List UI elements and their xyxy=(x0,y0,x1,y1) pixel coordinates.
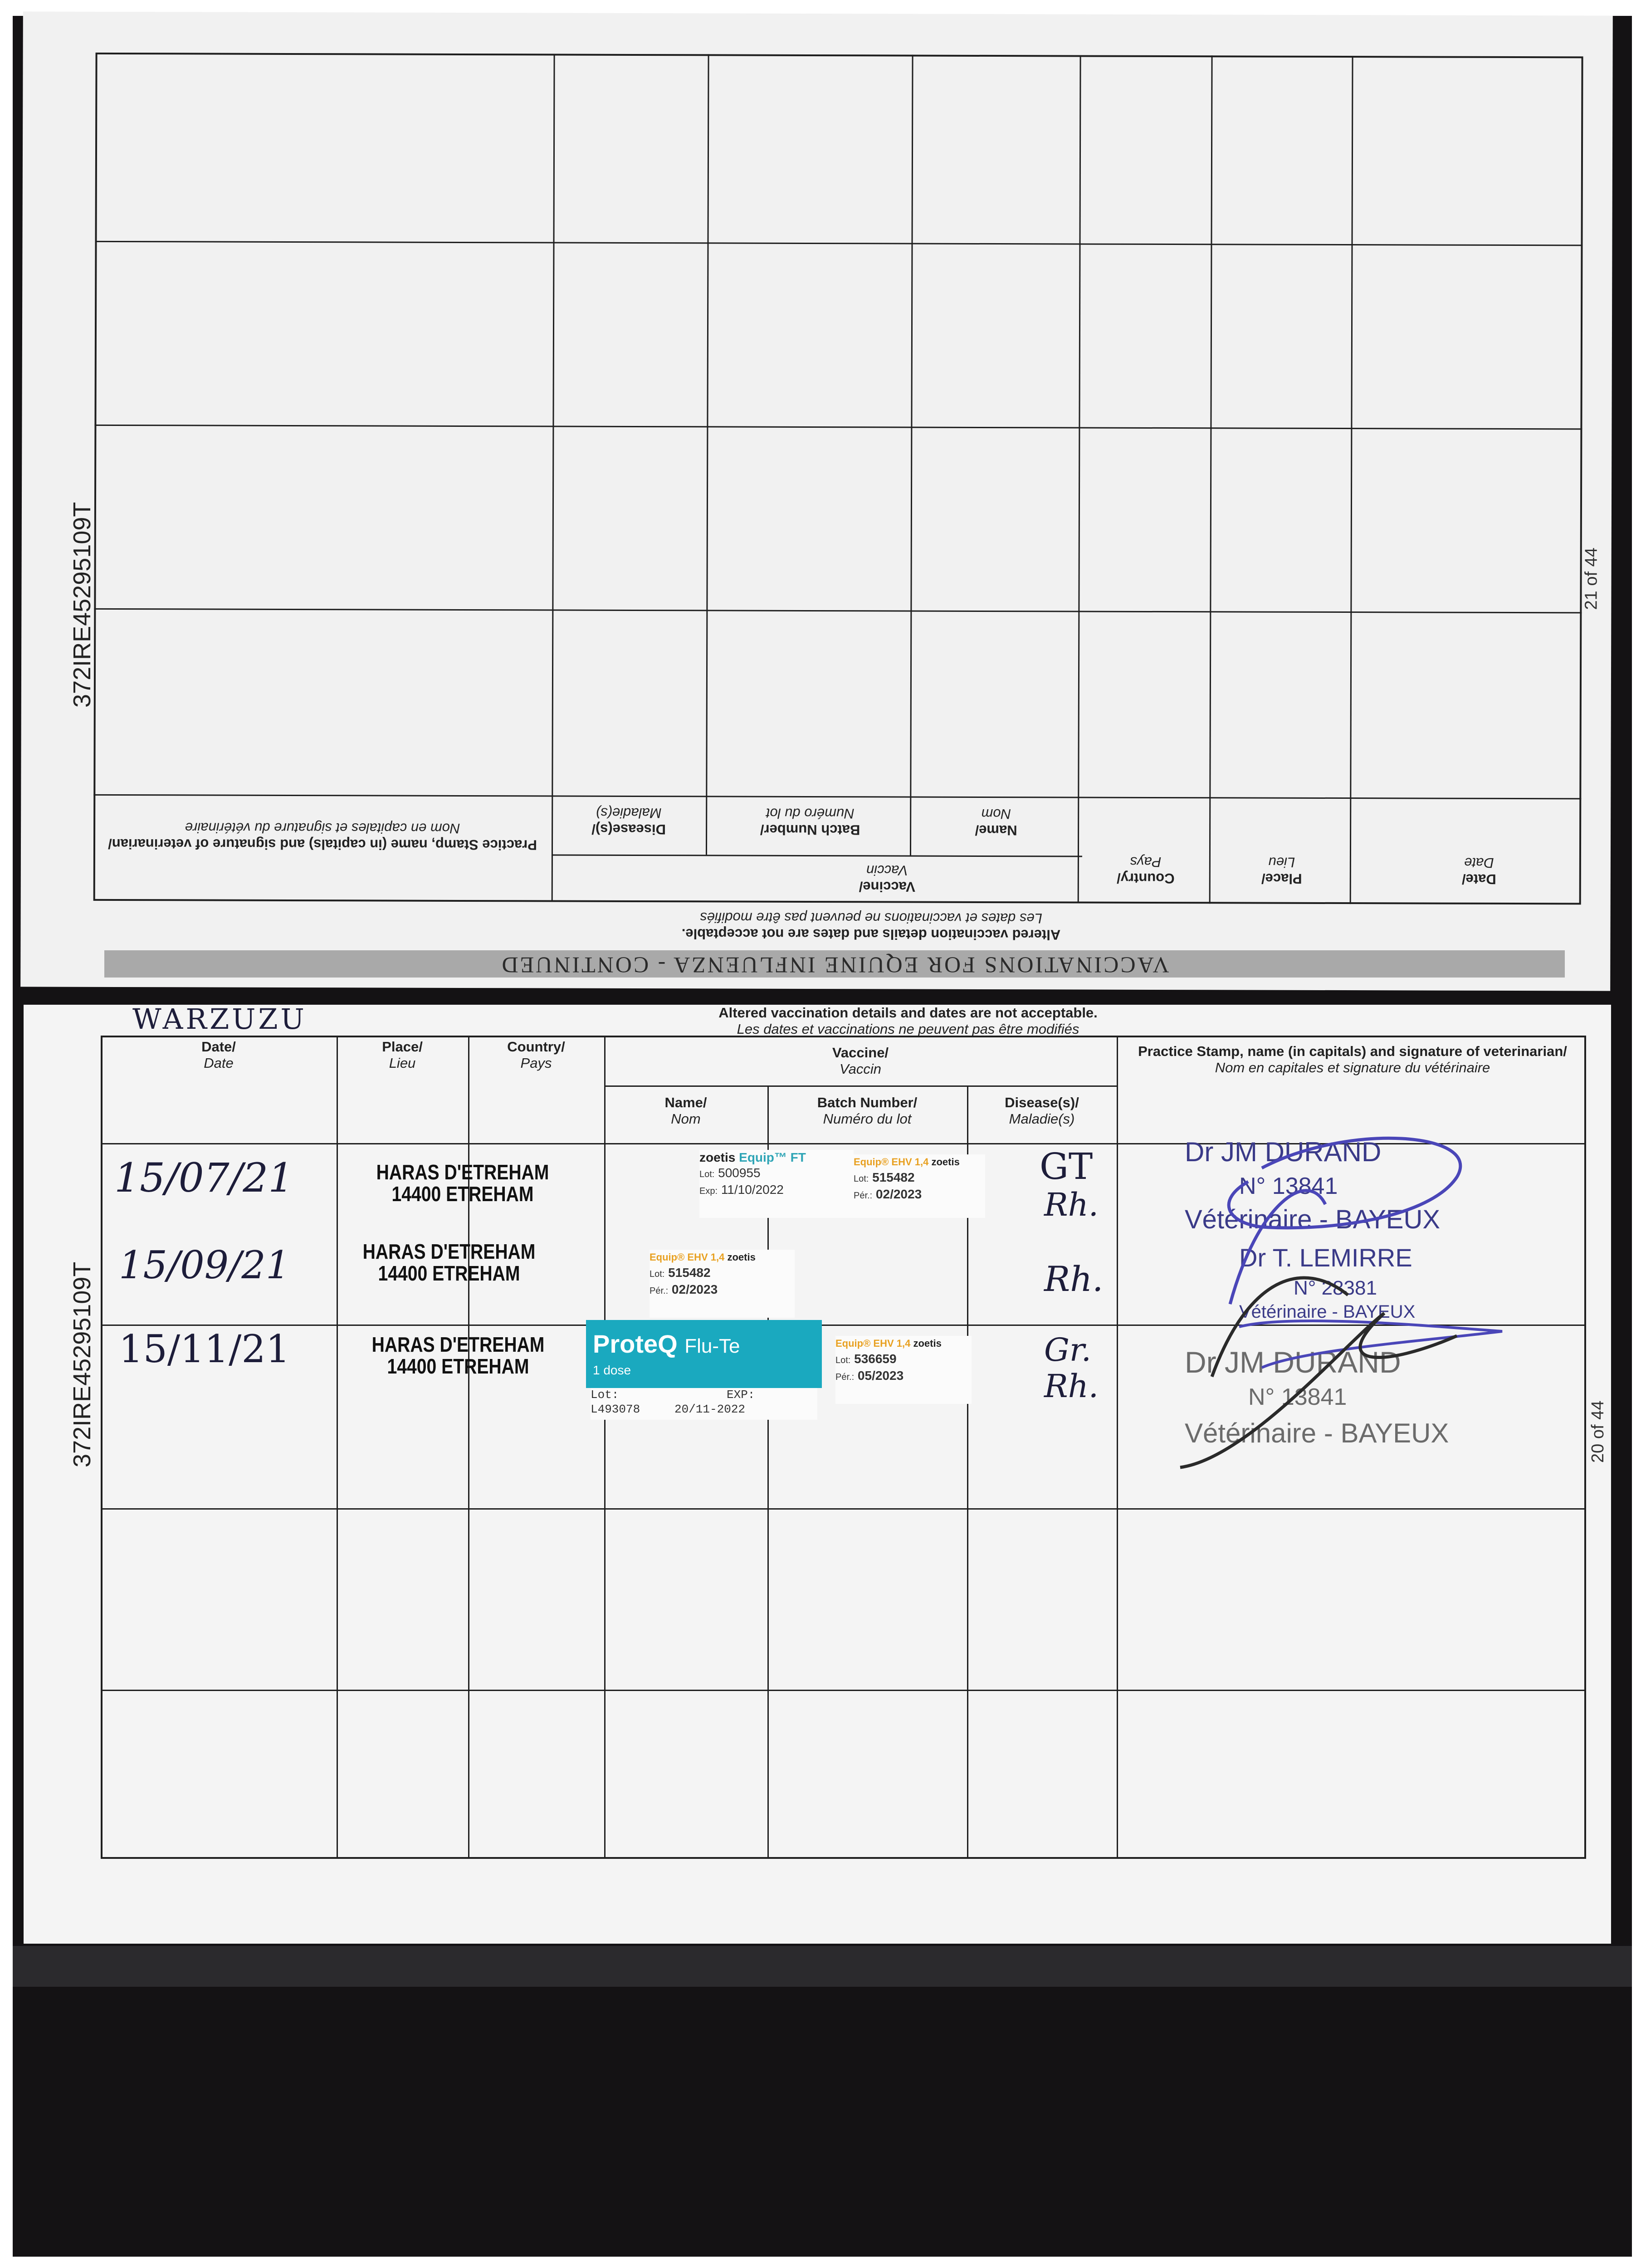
handwritten-horse-name: WARZUZU xyxy=(132,1002,307,1036)
header-place-top: Place/ Lieu xyxy=(1261,854,1302,887)
row1-disease-1: GT xyxy=(1040,1145,1093,1188)
stamp2-name: Dr T. LEMIRRE xyxy=(1239,1243,1412,1272)
row3-disease-1: Gr. xyxy=(1044,1331,1091,1369)
vaccination-grid-top xyxy=(93,53,1583,905)
row1-vaccine-label-ft: zoetis Equip™ FT Lot: 500955 Exp: 11/10/2022 xyxy=(699,1150,854,1218)
row2-date: 15/09/21 xyxy=(119,1243,290,1287)
header-country-top: Country/ Pays xyxy=(1117,854,1175,887)
header-stamp-top: Practice Stamp, name (in capitals) and signature of veterinarian/ Nom en capitales et signature du vétérinaire xyxy=(108,820,537,853)
header-disease: Disease(s)/ Maladie(s) xyxy=(1005,1095,1079,1127)
row1-disease-2: Rh. xyxy=(1044,1186,1099,1223)
row2-vaccine-label-ehv: Equip® EHV 1,4 zoetis Lot: 515482 Pér.: 02/2023 xyxy=(650,1250,795,1318)
row2-disease: Rh. xyxy=(1044,1259,1104,1299)
veterinarian-signatures xyxy=(1112,1114,1566,1486)
stamp3-number: N° 13841 xyxy=(1248,1384,1347,1410)
header-date-top: Date/ Date xyxy=(1461,855,1496,887)
stamp1-number: N° 13841 xyxy=(1239,1173,1338,1199)
row1-vaccine-label-ehv: Equip® EHV 1,4 zoetis Lot: 515482 Pér.: 02/2023 xyxy=(854,1154,985,1218)
passport-page-21 xyxy=(20,11,1613,991)
header-batch-top: Batch Number/ Numéro du lot xyxy=(760,805,860,838)
page-number-bottom: 20 of 44 xyxy=(1588,1400,1607,1463)
header-vaccine-top: Vaccine/ Vaccin xyxy=(859,862,915,895)
row1-date: 15/07/21 xyxy=(114,1154,294,1201)
passport-cover-edge xyxy=(13,1946,1632,1987)
header-disease-top: Disease(s)/ Maladie(s) xyxy=(591,805,666,838)
row2-place: HARAS D'ETREHAM 14400 ETREHAM xyxy=(362,1240,536,1285)
row1-place: HARAS D'ETREHAM 14400 ETREHAM xyxy=(376,1160,549,1206)
header-name: Name/ Nom xyxy=(664,1095,707,1127)
header-batch-number: Batch Number/ Numéro du lot xyxy=(817,1095,918,1127)
header-practice-stamp: Practice Stamp, name (in capitals) and signature of veterinarian/ Nom en capitales et signature du vétérinaire xyxy=(1138,1043,1567,1075)
stamp2-title: Vétérinaire - BAYEUX xyxy=(1239,1302,1416,1322)
stamp3-name: Dr JM DURAND xyxy=(1185,1345,1401,1379)
stamp3-title: Vétérinaire - BAYEUX xyxy=(1185,1418,1449,1448)
stamp1-name: Dr JM DURAND xyxy=(1185,1137,1382,1167)
section-title-strip xyxy=(104,950,1565,978)
header-country: Country/ Pays xyxy=(507,1039,565,1071)
passport-page-20 xyxy=(24,1002,1611,1944)
row3-proteq-label: ProteQ Flu-Te 1 dose xyxy=(586,1320,822,1388)
row3-vaccine-label-ehv: Equip® EHV 1,4 zoetis Lot: 536659 Pér.: 05/2023 xyxy=(835,1336,972,1404)
header-name-top: Name/ Nom xyxy=(975,806,1017,839)
row3-place: HARAS D'ETREHAM 14400 ETREHAM xyxy=(371,1333,545,1378)
header-date: Date/ Date xyxy=(201,1039,236,1071)
row3-date: 15/11/21 xyxy=(119,1327,290,1371)
header-place: Place/ Lieu xyxy=(382,1039,423,1071)
notice-bottom: Altered vaccination details and dates are not acceptable. Les dates et vaccinations ne peuvent pas être modifiés xyxy=(718,1005,1098,1037)
page-number-top: 21 of 44 xyxy=(1582,547,1601,610)
notice-top: Altered vaccination details and dates are not acceptable. Les dates et vaccinations ne peuvent pas être modifiés xyxy=(681,909,1061,943)
stamp1-title: Vétérinaire - BAYEUX xyxy=(1185,1205,1441,1234)
passport-id-top: 372IRE45295109T xyxy=(68,502,96,708)
row3-disease-2: Rh. xyxy=(1044,1368,1099,1405)
section-title: VACCINATIONS FOR EQUINE INFLUENZA - CONTINUED xyxy=(500,953,1169,978)
passport-id-bottom: 372IRE45295109T xyxy=(68,1261,96,1467)
stamp2-number: N° 28381 xyxy=(1294,1277,1377,1299)
row3-proteq-lot: Lot: EXP: L493078 20/11-2022 xyxy=(591,1388,817,1420)
header-vaccine: Vaccine/ Vaccin xyxy=(832,1045,889,1077)
